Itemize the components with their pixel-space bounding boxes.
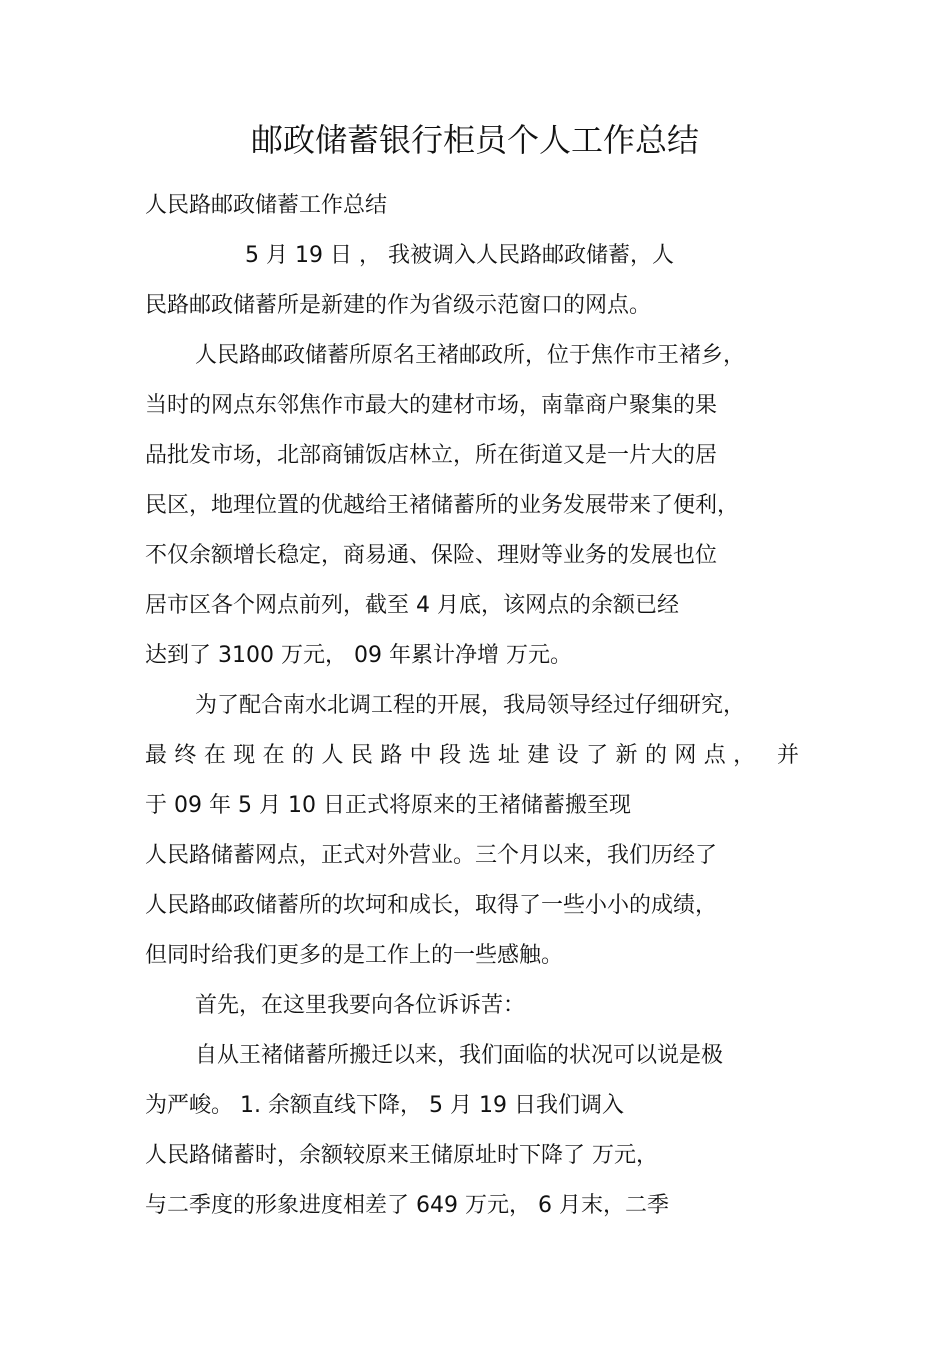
paragraph-line: 5 月 19 日 ， 我被调入人民路邮政储蓄，人 [245, 243, 674, 268]
paragraph-line: 人民路邮政储蓄所原名王褚邮政所，位于焦作市王褚乡， [195, 343, 746, 368]
paragraph-line: 不仅余额增长稳定，商易通、保险、理财等业务的发展也位 [145, 543, 718, 568]
paragraph-line: 最终在现在的人民路中段选址建设了新的网点， 并 [145, 743, 805, 768]
paragraph-line: 品批发市场，北部商铺饭店林立，所在街道又是一片大的居 [145, 443, 718, 468]
paragraph-line: 但同时给我们更多的是工作上的一些感触。 [145, 943, 564, 968]
paragraph-line: 居市区各个网点前列，截至 4 月底，该网点的余额已经 [145, 593, 679, 618]
paragraph-line: 人民路储蓄网点，正式对外营业。三个月以来，我们历经了 [145, 843, 718, 868]
paragraph-line: 民路邮政储蓄所是新建的作为省级示范窗口的网点。 [145, 293, 652, 318]
paragraph-line: 人民路邮政储蓄所的坎坷和成长，取得了一些小小的成绩， [145, 893, 718, 918]
paragraph-line: 为了配合南水北调工程的开展，我局领导经过仔细研究， [195, 693, 746, 718]
paragraph-line: 达到了 3100 万元， 09 年累计净增 万元。 [145, 643, 572, 668]
paragraph-line: 首先，在这里我要向各位诉诉苦： [195, 993, 526, 1018]
paragraph-line: 自从王褚储蓄所搬迁以来，我们面临的状况可以说是极 [195, 1043, 724, 1068]
paragraph-line: 为严峻。 1. 余额直线下降， 5 月 19 日我们调入 [145, 1093, 624, 1118]
paragraph-line: 民区，地理位置的优越给王褚储蓄所的业务发展带来了便利， [145, 493, 740, 518]
document-title: 邮政储蓄银行柜员个人工作总结 [250, 121, 699, 159]
paragraph-line: 人民路储蓄时，余额较原来王储原址时下降了 万元， [145, 1143, 658, 1168]
paragraph-line: 与二季度的形象进度相差了 649 万元， 6 月末，二季 [145, 1193, 669, 1218]
paragraph-line: 当时的网点东邻焦作市最大的建材市场，南靠商户聚集的果 [145, 393, 718, 418]
subtitle-line: 人民路邮政储蓄工作总结 [145, 193, 388, 218]
paragraph-line: 于 09 年 5 月 10 日正式将原来的王褚储蓄搬至现 [145, 793, 631, 818]
